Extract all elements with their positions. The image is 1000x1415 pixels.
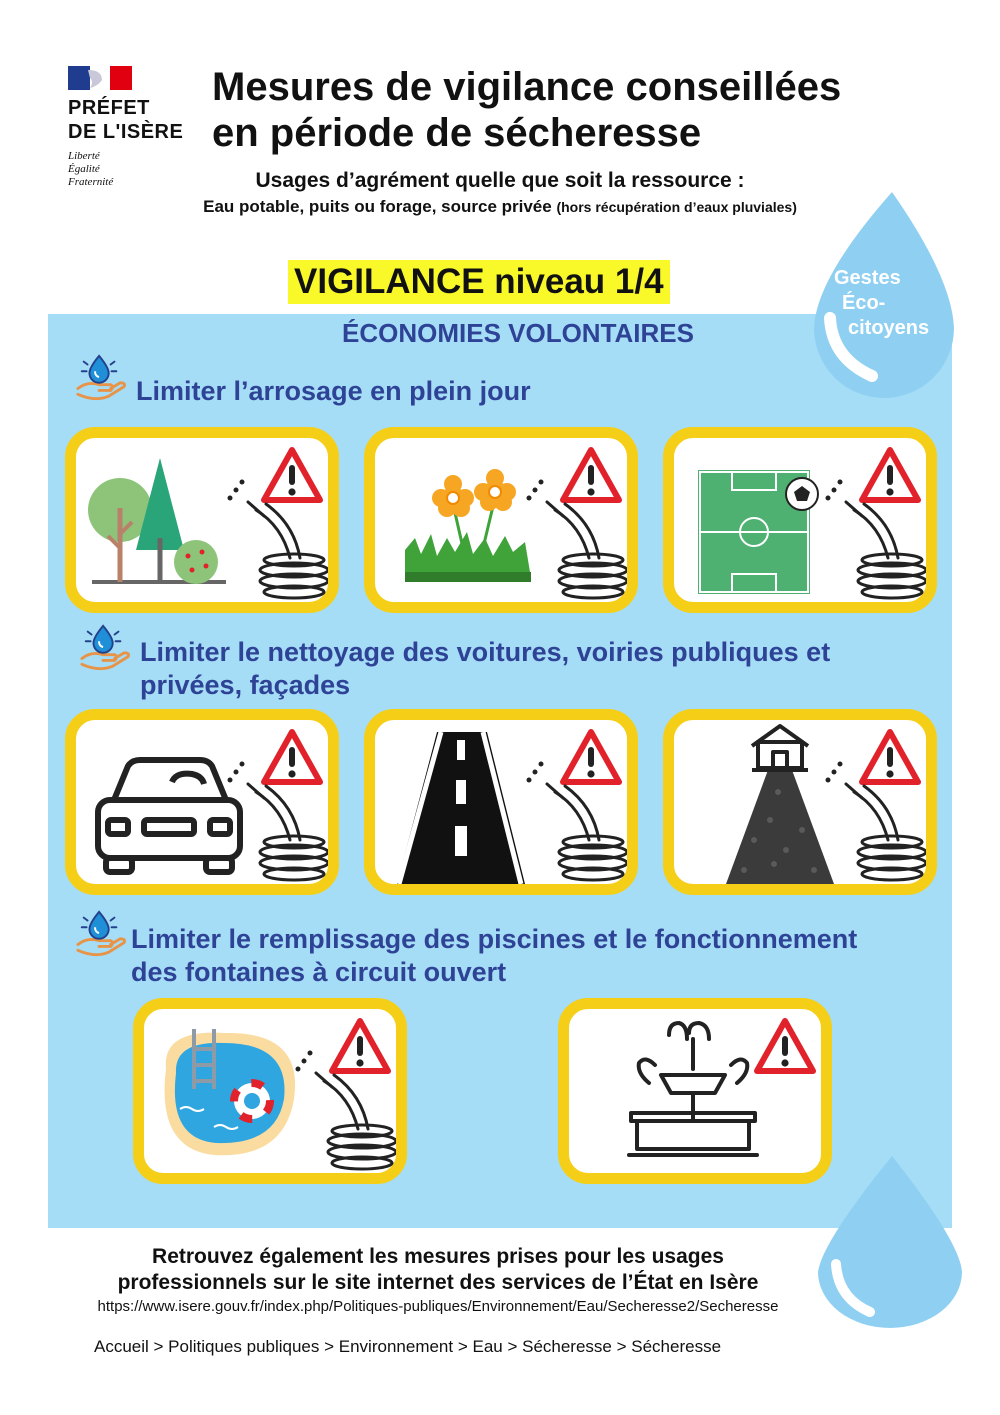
card-trees bbox=[65, 427, 339, 613]
prefet-line: DE L'ISÈRE bbox=[68, 121, 184, 143]
footer-url-link[interactable]: https://www.isere.gouv.fr/index.php/Politiques-publiques/Environnement/Eau/Secheresse2/Secheresse bbox=[97, 1298, 779, 1315]
section-heading-line: privées, façades bbox=[140, 670, 351, 700]
page-title bbox=[212, 64, 932, 156]
section-heading bbox=[140, 636, 940, 702]
section-heading-line: des fontaines à circuit ouvert bbox=[131, 957, 507, 987]
trees-icon bbox=[76, 438, 328, 602]
badge-line: Gestes bbox=[834, 267, 901, 289]
devise-line: Égalité bbox=[68, 163, 100, 175]
water-hand-icon bbox=[78, 622, 132, 672]
devise-line: Liberté bbox=[68, 150, 100, 162]
section-heading bbox=[131, 923, 951, 989]
flowers-lawn-icon bbox=[375, 438, 627, 602]
devise-line: Fraternité bbox=[68, 176, 114, 188]
prefet-line: PRÉFET bbox=[68, 97, 150, 119]
card-house-driveway bbox=[663, 709, 937, 895]
resource-text: Eau potable, puits ou forage, source privée bbox=[203, 197, 552, 216]
card-pool bbox=[133, 998, 407, 1184]
card-road bbox=[364, 709, 638, 895]
fountain-icon bbox=[569, 1009, 821, 1173]
swimming-pool-icon bbox=[144, 1009, 396, 1173]
card-fountain bbox=[558, 998, 832, 1184]
footer-message bbox=[40, 1244, 836, 1296]
title-line: Mesures de vigilance conseillées bbox=[212, 65, 842, 109]
badge-line: Éco- bbox=[842, 292, 886, 314]
football-pitch-icon bbox=[674, 438, 926, 602]
house-driveway-icon bbox=[674, 720, 926, 884]
section-heading-line: Limiter le remplissage des piscines et le fonctionnement bbox=[131, 924, 858, 954]
water-hand-icon bbox=[74, 908, 128, 958]
subtitle: Usages d’agrément quelle que soit la ressource : bbox=[255, 169, 745, 192]
section-heading-line: Limiter le nettoyage des voitures, voiries publiques et bbox=[140, 637, 831, 667]
breadcrumb: Accueil > Politiques publiques > Environnement > Eau > Sécheresse > Sécheresse bbox=[94, 1337, 722, 1356]
water-hand-icon bbox=[74, 352, 128, 402]
vigilance-level: VIGILANCE niveau 1/4 bbox=[288, 260, 670, 304]
resource-note: (hors récupération d’eaux pluviales) bbox=[556, 199, 797, 215]
card-flowers bbox=[364, 427, 638, 613]
section-heading-line: Limiter l’arrosage en plein jour bbox=[136, 376, 531, 406]
footer-line: Retrouvez également les mesures prises pour les usages bbox=[152, 1245, 724, 1268]
panel-title: ÉCONOMIES VOLONTAIRES bbox=[342, 318, 694, 348]
car-icon bbox=[76, 720, 328, 884]
section-heading bbox=[136, 375, 936, 408]
title-line: en période de sécheresse bbox=[212, 111, 702, 155]
footer-line: professionnels sur le site internet des services de l’État en Isère bbox=[117, 1271, 759, 1294]
marianne-icon bbox=[68, 66, 132, 90]
card-pitch bbox=[663, 427, 937, 613]
resource-list bbox=[120, 196, 880, 218]
road-icon bbox=[375, 720, 627, 884]
card-car bbox=[65, 709, 339, 895]
badge-line: citoyens bbox=[848, 317, 930, 339]
